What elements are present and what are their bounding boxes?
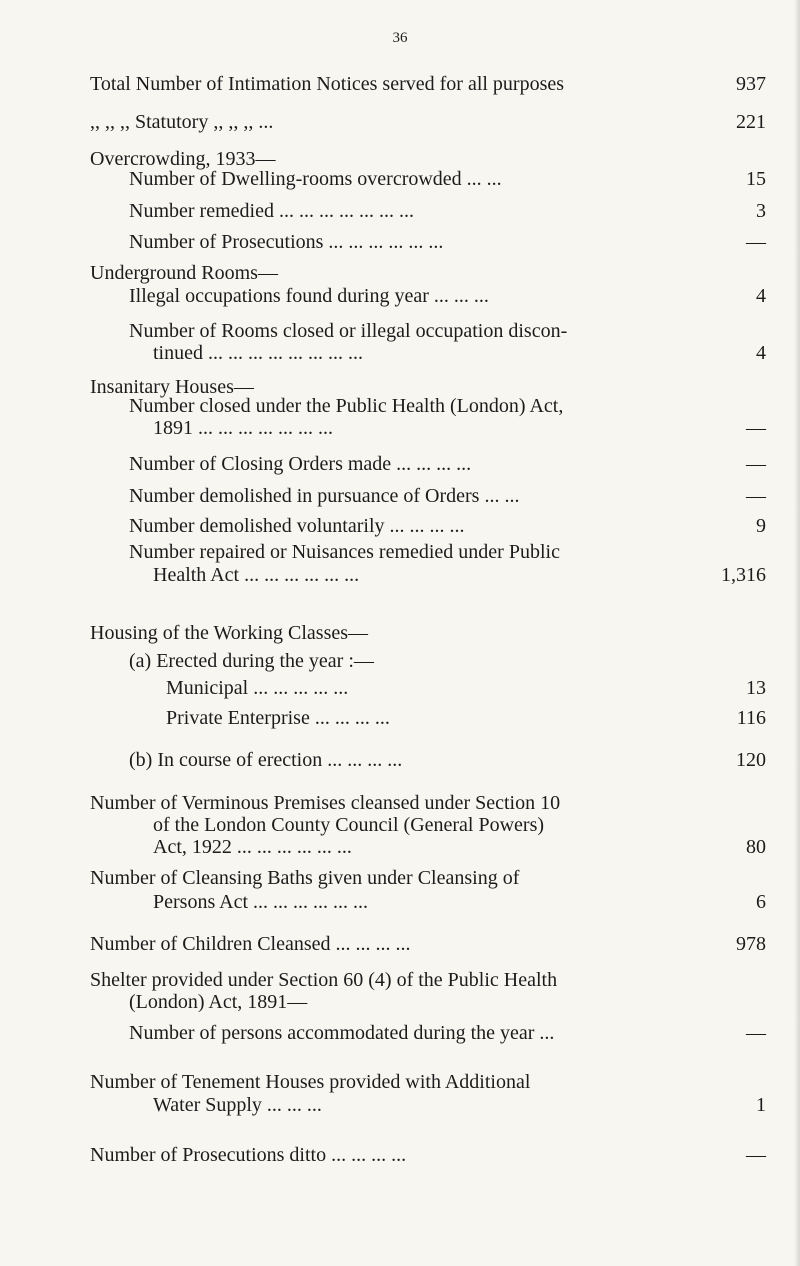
row-label: Number repaired or Nuisances remedied under Public xyxy=(129,541,560,563)
row-value: 1,316 xyxy=(721,564,766,586)
row-label: tinued ... ... ... ... ... ... ... ... xyxy=(153,342,363,364)
row-label: (a) Erected during the year :— xyxy=(129,650,374,672)
row-value: 13 xyxy=(746,677,766,699)
row-label: (b) In course of erection ... ... ... ... xyxy=(129,749,403,771)
row-label: Municipal ... ... ... ... ... xyxy=(166,677,349,699)
row-value: 978 xyxy=(736,933,766,955)
row-label: Number of Cleansing Baths given under Cleansing of xyxy=(90,867,520,889)
row-label: Overcrowding, 1933— xyxy=(90,148,276,170)
row-value: 15 xyxy=(746,168,766,190)
row-label: Number of Prosecutions ... ... ... ... ... ... xyxy=(129,231,444,253)
row-value: 80 xyxy=(746,836,766,858)
row-value: 6 xyxy=(756,891,766,913)
row-value: — xyxy=(746,1022,766,1044)
row-label: Act, 1922 ... ... ... ... ... ... xyxy=(153,836,352,858)
row-label: Number of Closing Orders made ... ... ... ... xyxy=(129,453,472,475)
row-label: 1891 ... ... ... ... ... ... ... xyxy=(153,417,333,439)
page-number: 36 xyxy=(392,30,408,46)
row-label: Water Supply ... ... ... xyxy=(153,1094,322,1116)
row-label: Housing of the Working Classes— xyxy=(90,622,369,644)
row-value: 1 xyxy=(756,1094,766,1116)
row-label: Total Number of Intimation Notices served for all purposes xyxy=(90,73,565,95)
row-value: 116 xyxy=(736,707,766,729)
row-label: Underground Rooms— xyxy=(90,262,278,284)
row-label: Number remedied ... ... ... ... ... ... ... xyxy=(129,200,414,222)
row-label: of the London County Council (General Powers) xyxy=(153,814,545,836)
row-label: Number of Prosecutions ditto ... ... ... ... xyxy=(90,1144,407,1166)
row-label: Private Enterprise ... ... ... ... xyxy=(166,707,390,729)
row-label: Number closed under the Public Health (London) Act, xyxy=(129,395,564,417)
row-label: Shelter provided under Section 60 (4) of the Public Health xyxy=(90,969,558,991)
row-value: 4 xyxy=(756,285,766,307)
row-label: Number of Tenement Houses provided with Additional xyxy=(90,1071,531,1093)
row-label: Number of Verminous Premises cleansed under Section 10 xyxy=(90,792,561,814)
row-label: Number demolished voluntarily ... ... ... ... xyxy=(129,515,465,537)
row-label: ,, ,, ,, Statutory ,, ,, ,, ... xyxy=(90,111,274,133)
row-label: Number of Children Cleansed ... ... ... ... xyxy=(90,933,411,955)
row-value: 221 xyxy=(736,111,766,133)
row-label: Health Act ... ... ... ... ... ... xyxy=(153,564,360,586)
row-label: Number of persons accommodated during the year ... xyxy=(129,1022,555,1044)
row-label: Number of Dwelling-rooms overcrowded ... ... xyxy=(129,168,502,190)
row-value: — xyxy=(746,453,766,475)
row-value: — xyxy=(746,231,766,253)
row-label: Illegal occupations found during year ... ... ... xyxy=(129,285,489,307)
row-label: Persons Act ... ... ... ... ... ... xyxy=(153,891,368,913)
page-edge-shadow xyxy=(794,0,800,1266)
row-value: 937 xyxy=(736,73,766,95)
row-value: — xyxy=(746,1144,766,1166)
row-value: — xyxy=(746,417,766,439)
row-label: Number of Rooms closed or illegal occupation discon- xyxy=(129,320,568,342)
row-value: 3 xyxy=(756,200,766,222)
row-label: Insanitary Houses— xyxy=(90,376,254,398)
row-value: 120 xyxy=(736,749,766,771)
row-label: (London) Act, 1891— xyxy=(129,991,308,1013)
row-value: 4 xyxy=(756,342,766,364)
row-value: — xyxy=(746,485,766,507)
row-value: 9 xyxy=(756,515,766,537)
row-label: Number demolished in pursuance of Orders ... ... xyxy=(129,485,520,507)
